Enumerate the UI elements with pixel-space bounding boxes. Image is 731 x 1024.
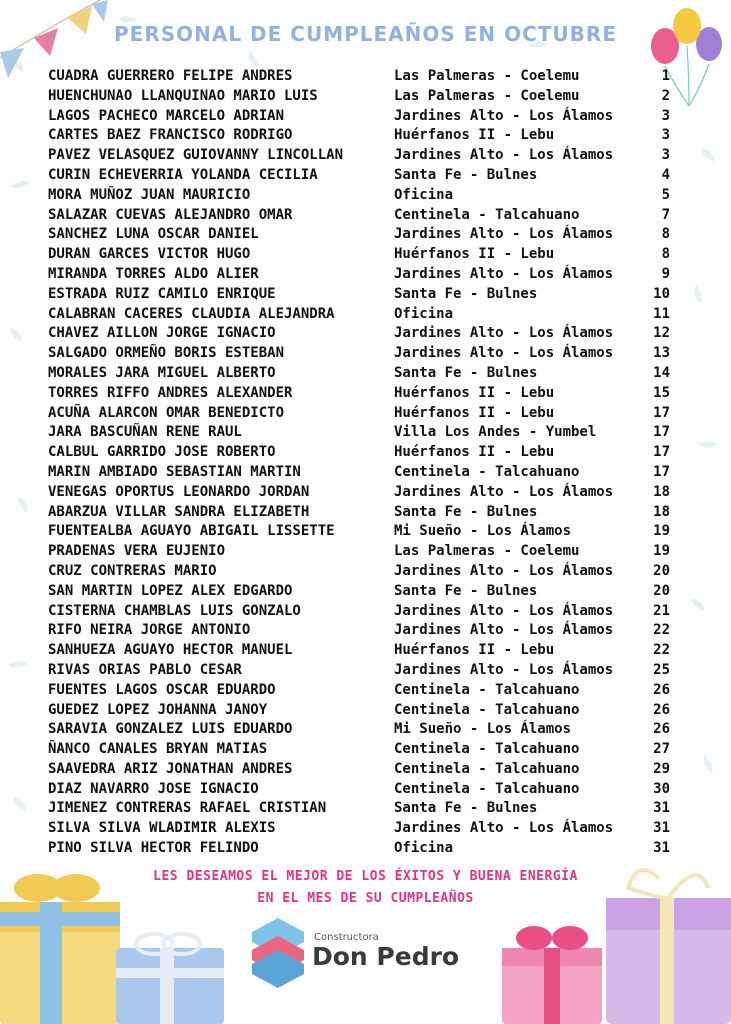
list-item [48,701,670,721]
gift-box-yellow [0,862,125,1024]
birthday-day: 8 [661,226,670,243]
logo-name: Don Pedro [312,942,460,971]
birthday-day: 18 [653,483,670,500]
birthday-day: 5 [661,186,670,203]
employee-name: CISTERNA CHAMBLAS LUIS GONZALO [48,602,301,619]
birthday-day: 8 [661,246,670,263]
birthday-list [48,67,670,859]
list-item [48,839,670,859]
employee-name: CUADRA GUERRERO FELIPE ANDRES [48,68,293,84]
employee-location: Jardines Alto - Los Álamos [394,325,614,342]
employee-location: Mi Sueño - Los Álamos [394,721,572,738]
employee-name: JIMENEZ CONTRERAS RAFAEL CRISTIAN [48,800,327,817]
list-item [48,443,670,463]
list-item [48,562,670,582]
logo-subtitle: Constructora [314,932,379,943]
birthday-day: 21 [653,602,670,619]
list-item [48,720,670,740]
list-item [48,582,670,602]
employee-location: Santa Fe - Bulnes [394,166,538,183]
employee-name: SAAVEDRA ARIZ JONATHAN ANDRES [48,760,293,777]
employee-location: Santa Fe - Bulnes [394,800,538,817]
leaf-decoration [699,148,717,162]
birthday-day: 19 [653,543,670,560]
employee-name: DURAN GARCES VICTOR HUGO [48,246,251,263]
employee-location: Huérfanos II - Lebu [394,642,555,659]
employee-name: MIRANDA TORRES ALDO ALIER [48,265,259,282]
employee-name: CURIN ECHEVERRIA YOLANDA CECILIA [48,166,318,183]
birthday-day: 31 [653,840,670,857]
greeting-line-2: EN EL MES DE SU CUMPLEAÑOS [257,891,474,906]
employee-location: Las Palmeras - Coelemu [394,87,580,104]
list-item [48,542,670,562]
employee-location: Centinela - Talcahuano [394,760,580,777]
employee-location: Jardines Alto - Los Álamos [394,147,614,164]
birthday-day: 17 [653,424,670,441]
list-item [48,67,670,87]
list-item [48,265,670,285]
leaf-decoration [11,798,29,812]
employee-location: Centinela - Talcahuano [394,780,580,797]
birthday-day: 26 [653,721,670,738]
list-item [48,384,670,404]
birthday-day: 3 [661,127,670,144]
list-item [48,463,670,483]
birthday-day: 19 [653,523,670,540]
birthday-day: 26 [653,701,670,718]
employee-name: CRUZ CONTRERAS MARIO [48,562,217,579]
employee-name: VENEGAS OPORTUS LEONARDO JORDAN [48,483,310,500]
birthday-day: 17 [653,463,670,480]
birthday-day: 12 [653,325,670,342]
list-item [48,107,670,127]
birthday-day: 22 [653,622,670,639]
employee-location: Huérfanos II - Lebu [394,127,555,144]
birthday-day: 14 [653,364,670,381]
leaf-decoration [244,51,262,68]
birthday-day: 15 [653,384,670,401]
employee-name: GUEDEZ LOPEZ JOHANNA JANOY [48,701,268,718]
employee-name: LAGOS PACHECO MARCELO ADRIAN [48,107,285,124]
employee-name: RIVAS ORIAS PABLO CESAR [48,661,242,678]
employee-location: Centinela - Talcahuano [394,701,580,718]
birthday-day: 27 [653,741,670,758]
employee-location: Santa Fe - Bulnes [394,364,538,381]
leaf-decoration [689,598,707,611]
birthday-day: 11 [653,305,670,322]
leaf-decoration [689,285,706,303]
employee-location: Huérfanos II - Lebu [394,384,555,401]
employee-location: Jardines Alto - Los Álamos [394,602,614,619]
list-item [48,344,670,364]
birthday-day: 3 [661,147,670,164]
employee-location: Jardines Alto - Los Álamos [394,820,614,837]
employee-name: FUENTES LAGOS OSCAR EDUARDO [48,681,276,698]
birthday-day: 9 [661,265,670,282]
employee-name: SILVA SILVA WLADIMIR ALEXIS [48,820,276,837]
list-item [48,126,670,146]
employee-location: Oficina [394,840,454,857]
employee-location: Jardines Alto - Los Álamos [394,622,614,639]
employee-location: Jardines Alto - Los Álamos [394,226,614,243]
birthday-day: 25 [653,661,670,678]
employee-location: Centinela - Talcahuano [394,206,580,223]
employee-location: Jardines Alto - Los Álamos [394,107,614,124]
employee-name: SALGADO ORMEÑO BORIS ESTEBAN [48,345,285,362]
employee-location: Huérfanos II - Lebu [394,404,555,421]
list-item [48,404,670,424]
employee-name: MARIN AMBIADO SEBASTIAN MARTIN [48,463,301,480]
birthday-day: 10 [653,285,670,302]
list-item [48,186,670,206]
gift-box-purple [598,858,731,1024]
greeting-line-1: LES DESEAMOS EL MEJOR DE LOS ÉXITOS Y BUENA ENERGÍA [153,869,578,884]
employee-name: DIAZ NAVARRO JOSE IGNACIO [48,780,259,797]
list-item [48,146,670,166]
list-item [48,166,670,186]
leaf-decoration [699,437,717,452]
employee-location: Jardines Alto - Los Álamos [394,265,614,282]
employee-name: PRADENAS VERA EUJENIO [48,543,226,560]
list-item [48,483,670,503]
employee-location: Huérfanos II - Lebu [394,246,555,263]
list-item [48,621,670,641]
employee-name: MORALES JARA MIGUEL ALBERTO [48,364,276,381]
employee-name: PAVEZ VELASQUEZ GUIOVANNY LINCOLLAN [48,147,344,164]
list-item [48,503,670,523]
leaf-decoration [11,176,29,193]
employee-location: Jardines Alto - Los Álamos [394,562,614,579]
employee-name: CALBUL GARRIDO JOSE ROBERTO [48,444,276,461]
list-item [48,780,670,800]
birthday-day: 30 [653,780,670,797]
employee-location: Las Palmeras - Coelemu [394,68,580,84]
employee-name: TORRES RIFFO ANDRES ALEXANDER [48,384,293,401]
employee-location: Jardines Alto - Los Álamos [394,345,614,362]
employee-name: SARAVIA GONZALEZ LUIS EDUARDO [48,721,293,738]
list-item [48,760,670,780]
birthday-day: 2 [661,87,670,104]
birthday-day: 29 [653,760,670,777]
gift-box-pink [498,918,608,1024]
birthday-day: 7 [661,206,670,223]
list-item [48,641,670,661]
birthday-day: 3 [661,107,670,124]
leaf-decoration [7,327,25,342]
employee-location: Santa Fe - Bulnes [394,285,538,302]
employee-name: SANCHEZ LUNA OSCAR DANIEL [48,226,259,243]
employee-name: PINO SILVA HECTOR FELINDO [48,840,259,857]
birthday-day: 13 [653,345,670,362]
employee-location: Jardines Alto - Los Álamos [394,661,614,678]
page-title: PERSONAL DE CUMPLEAÑOS EN OCTUBRE [114,22,617,46]
list-item [48,799,670,819]
employee-name: JARA BASCUÑAN RENE RAUL [48,424,242,441]
list-item [48,740,670,760]
employee-name: CALABRAN CACERES CLAUDIA ALEJANDRA [48,305,335,322]
list-item [48,602,670,622]
logo-cube-icon [248,914,308,988]
employee-location: Villa Los Andes - Yumbel [394,424,597,441]
gift-box-blue [112,928,232,1024]
employee-name: HUENCHUNAO LLANQUINAO MARIO LUIS [48,87,318,104]
birthday-day: 31 [653,820,670,837]
birthday-day: 20 [653,562,670,579]
employee-location: Centinela - Talcahuano [394,681,580,698]
company-logo [248,912,478,990]
list-item [48,245,670,265]
birthday-day: 20 [653,582,670,599]
birthday-day: 1 [661,68,670,84]
list-item [48,819,670,839]
employee-location: Oficina [394,305,454,322]
list-item [48,87,670,107]
employee-name: SANHUEZA AGUAYO HECTOR MANUEL [48,642,293,659]
employee-location: Las Palmeras - Coelemu [394,543,580,560]
employee-name: SALAZAR CUEVAS ALEJANDRO OMAR [48,206,293,223]
leaf-decoration [9,657,27,673]
employee-name: ÑANCO CANALES BRYAN MATIAS [48,741,268,758]
employee-location: Santa Fe - Bulnes [394,582,538,599]
list-item [48,681,670,701]
employee-name: ESTRADA RUIZ CAMILO ENRIQUE [48,285,276,302]
list-item [48,522,670,542]
list-item [48,225,670,245]
birthday-day: 22 [653,642,670,659]
list-item [48,305,670,325]
employee-name: RIFO NEIRA JORGE ANTONIO [48,622,251,639]
employee-name: CHAVEZ AILLON JORGE IGNACIO [48,325,276,342]
birthday-day: 4 [661,166,670,183]
list-item [48,661,670,681]
list-item [48,423,670,443]
birthday-day: 31 [653,800,670,817]
list-item [48,285,670,305]
birthday-day: 18 [653,503,670,520]
birthday-day: 17 [653,444,670,461]
employee-location: Huérfanos II - Lebu [394,444,555,461]
employee-location: Centinela - Talcahuano [394,463,580,480]
birthday-day: 26 [653,681,670,698]
list-item [48,364,670,384]
employee-location: Jardines Alto - Los Álamos [394,483,614,500]
leaf-decoration [699,756,717,773]
employee-name: SAN MARTIN LOPEZ ALEX EDGARDO [48,582,293,599]
employee-name: FUENTEALBA AGUAYO ABIGAIL LISSETTE [48,523,335,540]
birthday-day: 17 [653,404,670,421]
employee-name: MORA MUÑOZ JUAN MAURICIO [48,186,251,203]
list-item [48,324,670,344]
employee-name: ACUÑA ALARCON OMAR BENEDICTO [48,404,285,421]
employee-location: Santa Fe - Bulnes [394,503,538,520]
employee-location: Mi Sueño - Los Álamos [394,523,572,540]
employee-location: Oficina [394,186,454,203]
leaf-decoration [14,496,32,513]
employee-name: ABARZUA VILLAR SANDRA ELIZABETH [48,503,310,520]
employee-name: CARTES BAEZ FRANCISCO RODRIGO [48,127,293,144]
list-item [48,206,670,226]
employee-location: Centinela - Talcahuano [394,741,580,758]
